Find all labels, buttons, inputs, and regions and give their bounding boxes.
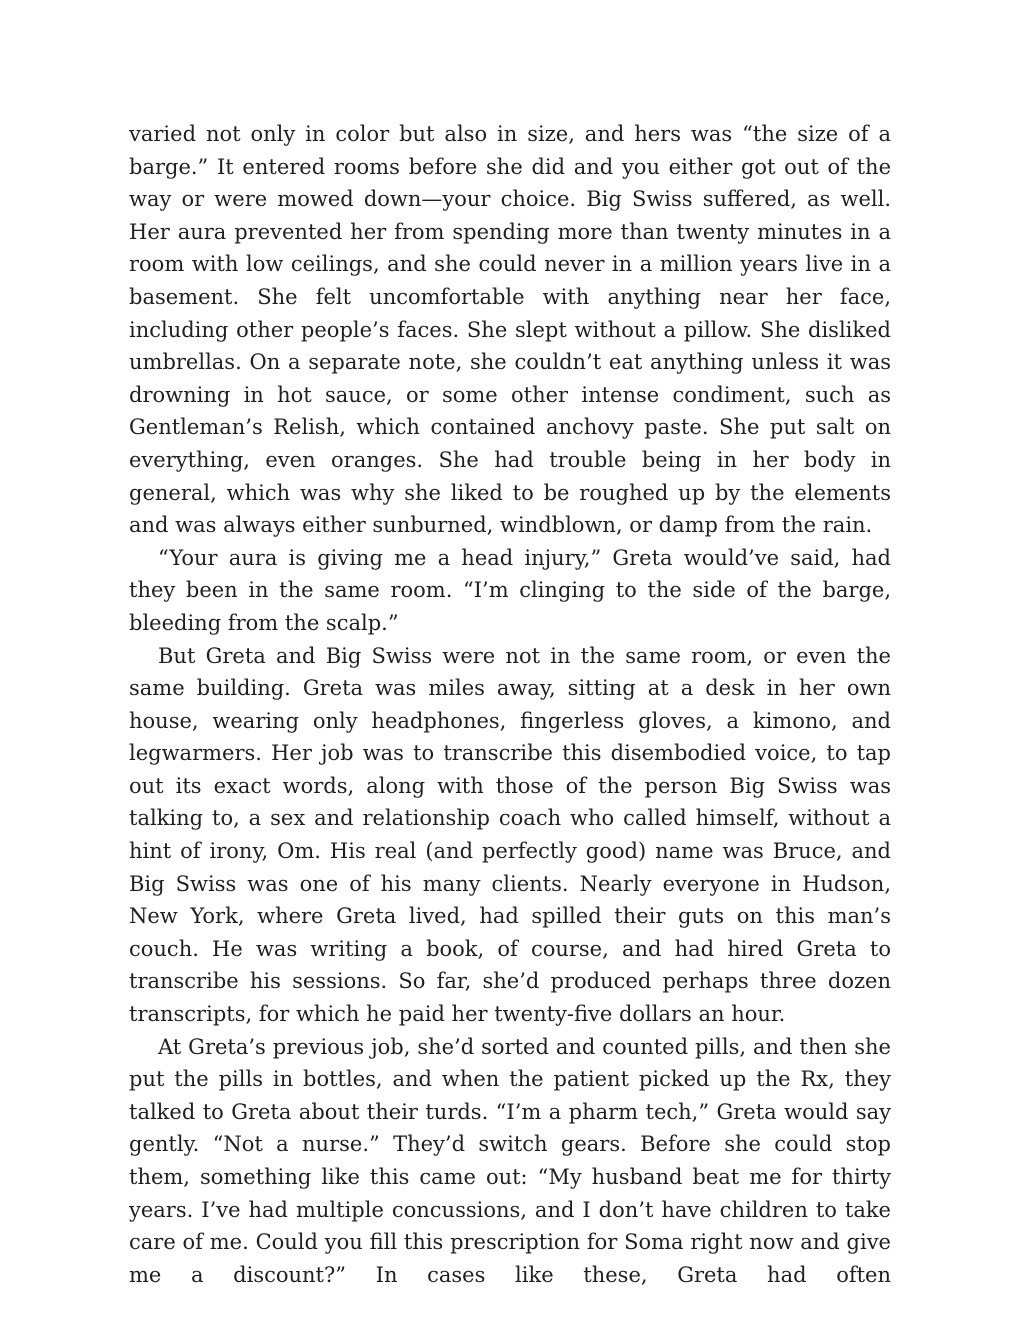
paragraph: “Your aura is giving me a head injury,” Greta would’ve said, had they been in the same room. “I’m clinging to the side of the barge, bleeding from the scalp.” (129, 545, 891, 635)
page-body (129, 118, 891, 1291)
paragraph: But Greta and Big Swiss were not in the same room, or even the same building. Greta was miles away, sitting at a desk in her own house, wearing only headphones, fingerless gloves, a kimono, and legwarmers. Her job was to transcribe this disembodied voice, to tap out its exact words, along with those of the person Big Swiss was talking to, a sex and relationship coach who called himself, without a hint of irony, Om. His real (and perfectly good) name was Bruce, and Big Swiss was one of his many clients. Nearly everyone in Hudson, New York, where Greta lived, had spilled their guts on this man’s couch. He was writing a book, of course, and had hired Greta to transcribe his sessions. So far, she’d produced perhaps three dozen transcripts, for which he paid her twenty-five dollars an hour. (129, 643, 891, 1027)
paragraph-continued: varied not only in color but also in size, and hers was “the size of a barge.” It entered rooms before she did and you either got out of the way or were mowed down—your choice. Big Swiss suffered, as well. Her aura prevented her from spending more than twenty minutes in a room with low ceilings, and she could never in a million years live in a basement. She felt uncomfortable with anything near her face, including other people’s faces. She slept without a pillow. She disliked umbrellas. On a separate note, she couldn’t eat anything unless it was drowning in hot sauce, or some other intense condiment, such as Gentleman’s Relish, which contained anchovy paste. She put salt on everything, even oranges. She had trouble being in her body in general, which was why she liked to be roughed up by the elements and was always either sunburned, windblown, or damp from the rain. (129, 122, 891, 538)
paragraph-continues: At Greta’s previous job, she’d sorted and counted pills, and then she put the pills in bottles, and when the patient picked up the Rx, they talked to Greta about their turds. “I’m a pharm tech,” Greta would say gently. “Not a nurse.” They’d switch gears. Before she could stop them, something like this came out: “My husband beat me for thirty years. I’ve had multiple concussions, and I don’t have children to take care of me. Could you fill this prescription for Soma right now and give me a discount?” In cases like these, Greta had often (129, 1034, 891, 1287)
